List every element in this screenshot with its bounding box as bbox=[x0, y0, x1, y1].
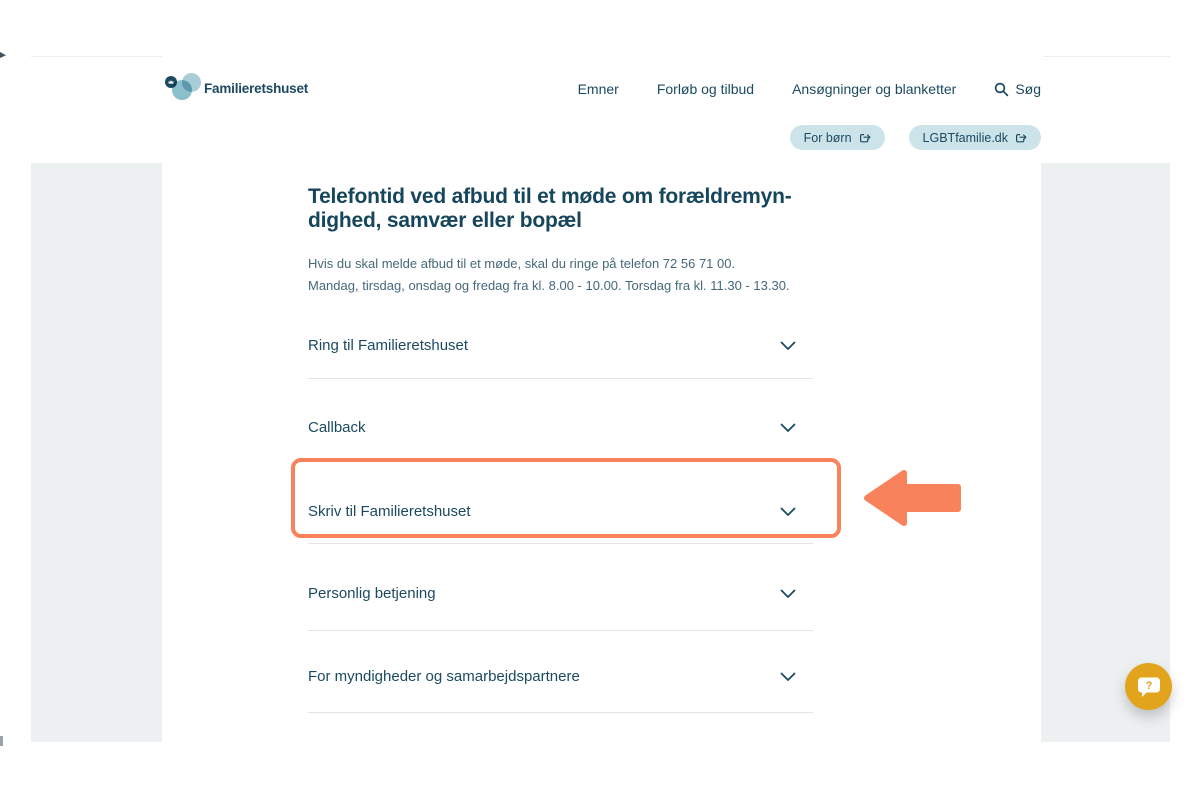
site-logo-text: Familieretshuset bbox=[204, 81, 309, 96]
intro-text bbox=[308, 253, 790, 297]
page-title-line1: Telefontid ved afbud til et møde om forældremyn- bbox=[308, 185, 792, 208]
main-content bbox=[308, 57, 813, 742]
question-mark-glyph: ? bbox=[1145, 679, 1152, 692]
search-button[interactable] bbox=[994, 81, 1041, 97]
page-title bbox=[308, 185, 792, 233]
accordion-skriv-til-familieretshuset[interactable]: Skriv til Familieretshuset bbox=[308, 503, 471, 520]
nav-item-ansoegninger[interactable]: Ansøgninger og blanketter bbox=[792, 81, 957, 97]
nav-item-emner[interactable]: Emner bbox=[577, 81, 619, 97]
divider bbox=[308, 712, 813, 713]
accordion-ring-til-familieretshuset[interactable]: Ring til Familieretshuset bbox=[308, 337, 469, 354]
accordion-for-myndigheder[interactable]: For myndigheder og samarbejdspartnere bbox=[308, 668, 580, 685]
accordion-personlig-betjening[interactable]: Personlig betjening bbox=[308, 585, 436, 602]
quick-links bbox=[790, 125, 1041, 150]
page-title-line2: dighed, samvær eller bopæl bbox=[308, 209, 582, 232]
chat-help-button[interactable] bbox=[1125, 663, 1172, 710]
logo-circle-icon bbox=[172, 80, 192, 100]
edge-crop-artifact bbox=[0, 52, 6, 58]
right-sidebar-panel bbox=[1041, 163, 1170, 742]
divider bbox=[308, 378, 813, 379]
left-sidebar-panel bbox=[31, 163, 162, 742]
chevron-down-icon[interactable] bbox=[780, 507, 796, 517]
chevron-down-icon[interactable] bbox=[780, 672, 796, 682]
accordion-callback[interactable]: Callback bbox=[308, 419, 366, 436]
search-label: Søg bbox=[1015, 81, 1041, 97]
chat-question-icon bbox=[1136, 676, 1162, 698]
chevron-down-icon[interactable] bbox=[780, 589, 796, 599]
edge-crop-artifact bbox=[0, 736, 3, 746]
divider bbox=[308, 460, 813, 461]
search-icon bbox=[994, 82, 1009, 97]
nav-item-forloeb[interactable]: Forløb og tilbud bbox=[656, 81, 755, 97]
external-link-icon bbox=[859, 132, 871, 144]
intro-line2: Mandag, tirsdag, onsdag og fredag fra kl. 8.00 - 10.00. Torsdag fra kl. 11.30 - 13.30. bbox=[308, 278, 790, 293]
external-link-icon bbox=[1015, 132, 1027, 144]
page-top-edge bbox=[1043, 56, 1170, 57]
annotation-arrow-icon bbox=[863, 468, 963, 528]
quick-link-label: For børn bbox=[803, 130, 852, 145]
quick-link-lgbtfamilie[interactable] bbox=[909, 125, 1041, 150]
chevron-down-icon[interactable] bbox=[780, 423, 796, 433]
quick-link-label: LGBTfamilie.dk bbox=[922, 130, 1008, 145]
divider bbox=[308, 543, 813, 544]
divider bbox=[308, 630, 813, 631]
page-top-edge bbox=[31, 56, 162, 57]
chevron-down-icon[interactable] bbox=[780, 341, 796, 351]
webpage bbox=[31, 57, 1170, 742]
intro-line1: Hvis du skal melde afbud til et møde, skal du ringe på telefon 72 56 71 00. bbox=[308, 256, 736, 271]
